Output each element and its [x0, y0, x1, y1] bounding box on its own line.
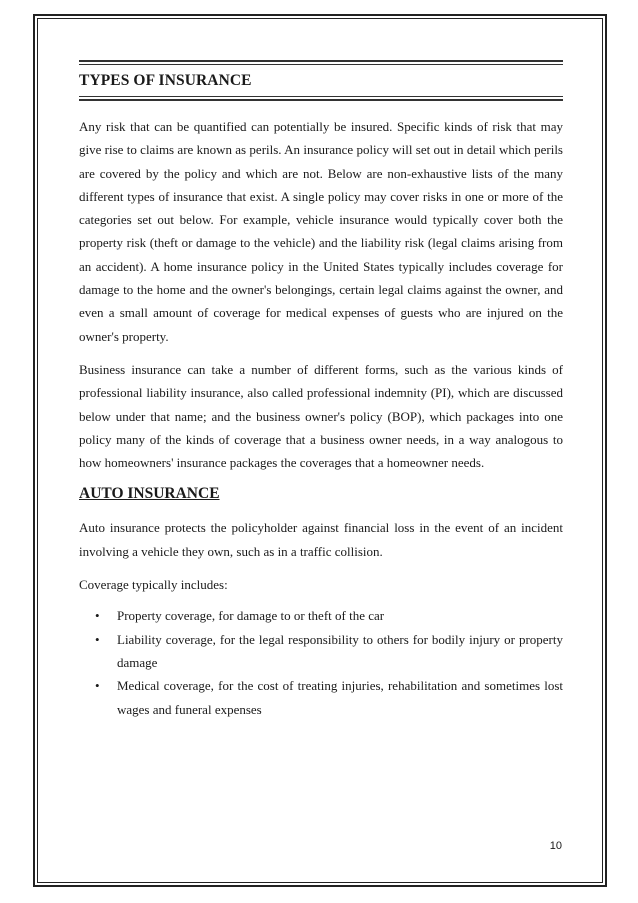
- paragraph-business-insurance: Business insurance can take a number of different forms, such as the various kinds of professional liability insurance, also called professional indemnity (PI), which are discussed below under that name; and the business owner's policy (BOP), which packages into one policy many of the kinds of coverage that a business owner needs, in a way analogous to how homeowners' insurance packages the coverages that a homeowner needs.: [79, 361, 563, 471]
- list-item: [95, 674, 563, 721]
- title-rule-top: [79, 60, 563, 65]
- page-content: [79, 60, 563, 721]
- paragraph-auto-intro: Auto insurance protects the policyholder against financial loss in the event of an incident involving a vehicle they own, such as in a traffic collision.: [79, 520, 563, 559]
- title-rule-bottom: [79, 96, 563, 101]
- list-item-text: Property coverage, for damage to or theft of the car: [117, 608, 385, 624]
- section-title: TYPES OF INSURANCE: [79, 72, 252, 89]
- coverage-label: Coverage typically includes:: [79, 577, 228, 593]
- list-item: [95, 628, 563, 675]
- list-item-text: Medical coverage, for the cost of treating injuries, rehabilitation and sometimes lost wages and funeral expenses: [117, 678, 563, 717]
- list-item-text: Liability coverage, for the legal responsibility to others for bodily injury or property damage: [117, 631, 563, 670]
- page-number: 10: [549, 840, 562, 852]
- bullet-icon: •: [95, 631, 100, 647]
- auto-insurance-heading: AUTO INSURANCE: [79, 485, 220, 503]
- bullet-icon: •: [95, 608, 100, 624]
- coverage-list: [79, 604, 563, 720]
- paragraph-risk-intro: Any risk that can be quantified can potentially be insured. Specific kinds of risk that may give rise to claims are known as perils. An insurance policy will set out in detail which perils are covered by the policy and which are not. Below are non-exhaustive lists of the many different types of insurance that exist. A single policy may cover risks in one or more of the categories set out below. For example, vehicle insurance would typically cover both the property risk (theft or damage to the vehicle) and the liability risk (legal claims arising from an accident). A home insurance policy in the United States typically includes coverage for damage to the home and the owner's belongings, certain legal claims against the owner, and even a small amount of coverage for medical expenses of guests who are injured on the owner's property.: [79, 119, 563, 344]
- list-item: [95, 604, 563, 627]
- bullet-icon: •: [95, 678, 100, 694]
